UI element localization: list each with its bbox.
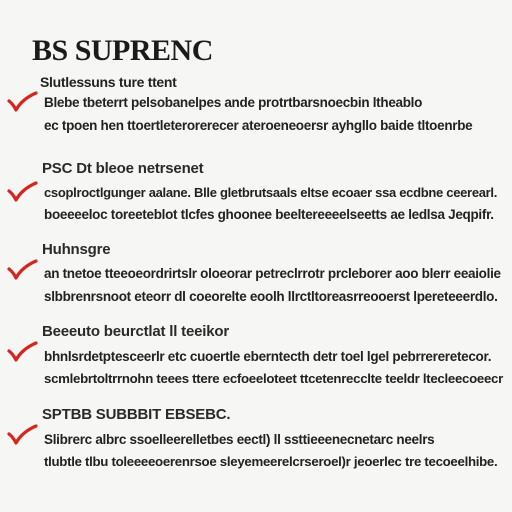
section-line: boeeeeloc toreeteblot tlcfes ghoonee beeltereeeelseetts ae ledlsa Jeqpifr. [44, 207, 494, 222]
section-line: csoplroctlgunger aalane. Blle gletbrutsaals eltse ecoaer ssa ecdbne ceerearl. [44, 185, 498, 200]
intro-line: Slutlessuns ture ttent [40, 74, 177, 90]
section-heading: PSC Dt bleoe netrsenet [42, 160, 204, 177]
checkmark-icon [6, 423, 40, 449]
page-title: BS SUPRENC [32, 34, 213, 67]
checkmark-icon [6, 258, 40, 284]
section-heading: SPTBB SUBBBIT EBSEBC. [42, 406, 231, 423]
checkmark-icon [6, 90, 40, 116]
section-line: bhnlsrdetptesceerlr etc cuoertle eberntecth detr toel lgel pebrrereretecor. [44, 349, 492, 364]
section-line: scmlebrtoltrrnohn teees ttere ecfoeeloteet ttcetenrecclte teeldr ltecleecoeecr [44, 371, 503, 386]
checkmark-icon [6, 340, 40, 366]
section-line: an tnetoe tteeoeordrirtslr oloeorar petreclrrotr prcleborer aoo blerr eeaiolie [44, 266, 501, 281]
section-heading: Huhnsgre [42, 241, 111, 258]
section-line: tlubtle tlbu toleeeeoerenrsoe sleyemeerelcrseroel)r jeoerlec tre tecoeelhibe. [44, 454, 498, 469]
section-line: Slibrerc albrc ssoelleerelletbes eectl) ll ssttieeenecnetarc neelrs [44, 432, 435, 447]
section-line: slbbrenrsnoot eteorr dl coeorelte eoolh llrctltoreasrreooerst lpereteeerdlo. [44, 289, 498, 304]
section-heading: Beeeuto beurctlat ll teeikor [42, 323, 229, 340]
checkmark-icon [6, 180, 40, 206]
section-line: Blebe tbeterrt pelsobanelpes ande protrtbarsnoecbin ltheablo [44, 95, 423, 110]
section-line: ec tpoen hen ttoertleterorerecer ateroeneoersr ayhgllo baide tltoenrbe [44, 118, 473, 133]
